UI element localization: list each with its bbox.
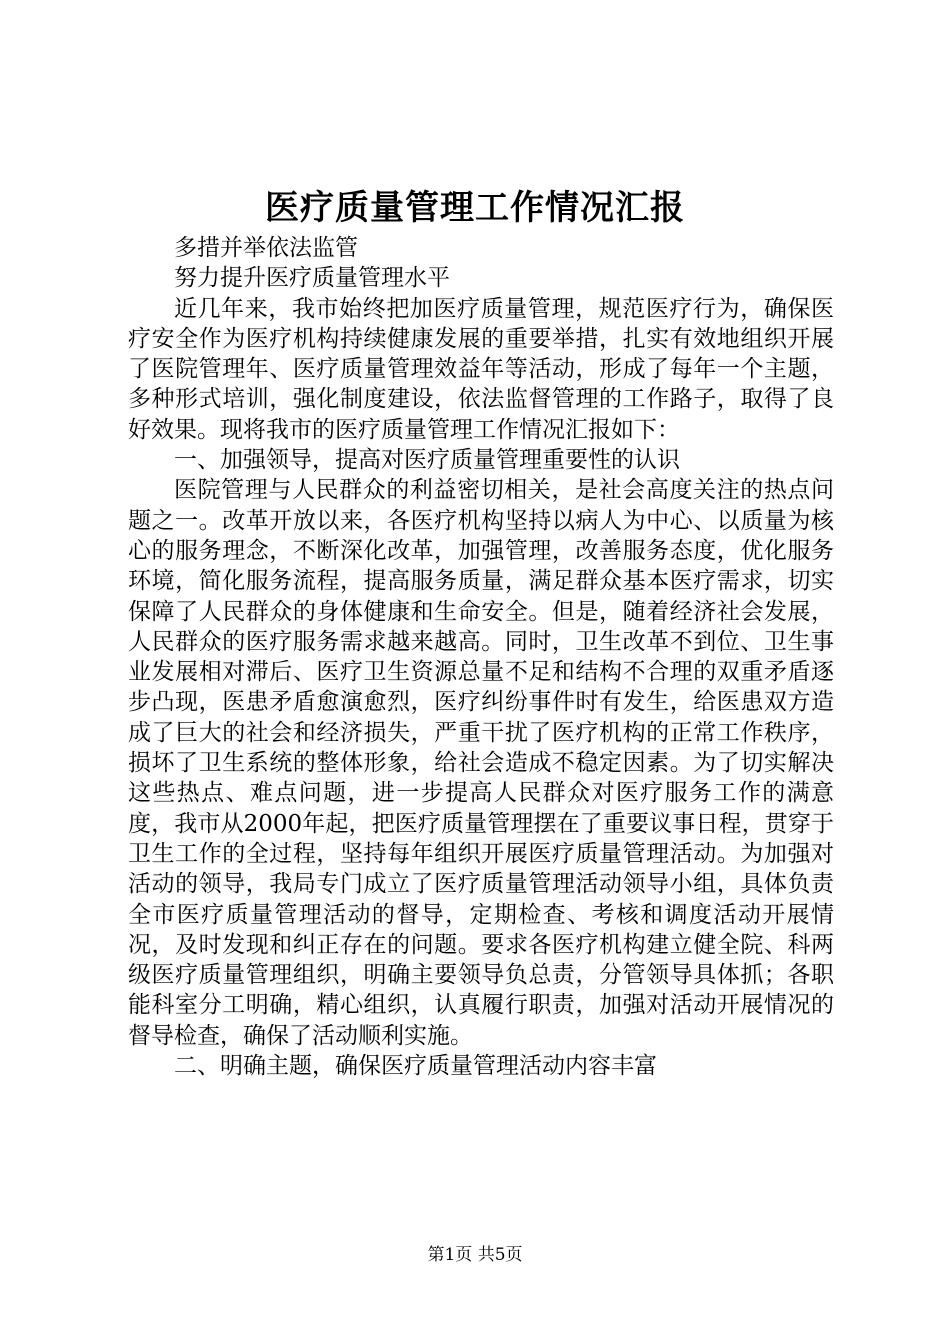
document-body — [128, 233, 834, 1081]
intro-paragraph: 近几年来，我市始终把加医疗质量管理，规范医疗行为，确保医疗安全作为医疗机构持续健康发展的重要举措，扎实有效地组织开展了医院管理年、医疗质量管理效益年等活动，形成了每年一个主题，多种形式培训，强化制度建设，依法监督管理的工作路子，取得了良好效果。现将我市的医疗质量管理工作情况汇报如下： — [128, 295, 834, 443]
section-heading-1: 一、加强领导，提高对医疗质量管理重要性的认识 — [174, 447, 680, 474]
subtitle-line-1: 多措并举依法监管 — [174, 235, 358, 261]
section-heading-2: 二、明确主题，确保医疗质量管理活动内容丰富 — [174, 1053, 657, 1080]
section-1-paragraph: 医院管理与人民群众的利益密切相关，是社会高度关注的热点问题之一。改革开放以来，各医疗机构坚持以病人为中心、以质量为核心的服务理念，不断深化改革，加强管理，改善服务态度，优化服务环境，简化服务流程，提高服务质量，满足群众基本医疗需求，切实保障了人民群众的身体健康和生命安全。但是，随着经济社会发展，人民群众的医疗服务需求越来越高。同时，卫生改革不到位、卫生事业发展相对滞后、医疗卫生资源总量不足和结构不合理的双重矛盾逐步凸现，医患矛盾愈演愈烈，医疗纠纷事件时有发生，给医患双方造成了巨大的社会和经济损失，严重干扰了医疗机构的正常工作秩序，损坏了卫生系统的整体形象，给社会造成不稳定因素。为了切实解决这些热点、难点问题，进一步提高人民群众对医疗服务工作的满意度，我市从2000年起，把医疗质量管理摆在了重要议事日程，贯穿于卫生工作的全过程，坚持每年组织开展医疗质量管理活动。为加强对活动的领导，我局专门成立了医疗质量管理活动领导小组，具体负责全市医疗质量管理活动的督导，定期检查、考核和调度活动开展情况，及时发现和纠正存在的问题。要求各医疗机构建立健全院、科两级医疗质量管理组织，明确主要领导负总责，分管领导具体抓；各职能科室分工明确，精心组织，认真履行职责，加强对活动开展情况的督导检查，确保了活动顺利实施。 — [128, 477, 834, 1049]
subtitle-line-2: 努力提升医疗质量管理水平 — [174, 265, 450, 292]
page-number-footer: 第1页 共5页 — [427, 1245, 523, 1265]
document-title: 医疗质量管理工作情况汇报 — [265, 188, 685, 228]
